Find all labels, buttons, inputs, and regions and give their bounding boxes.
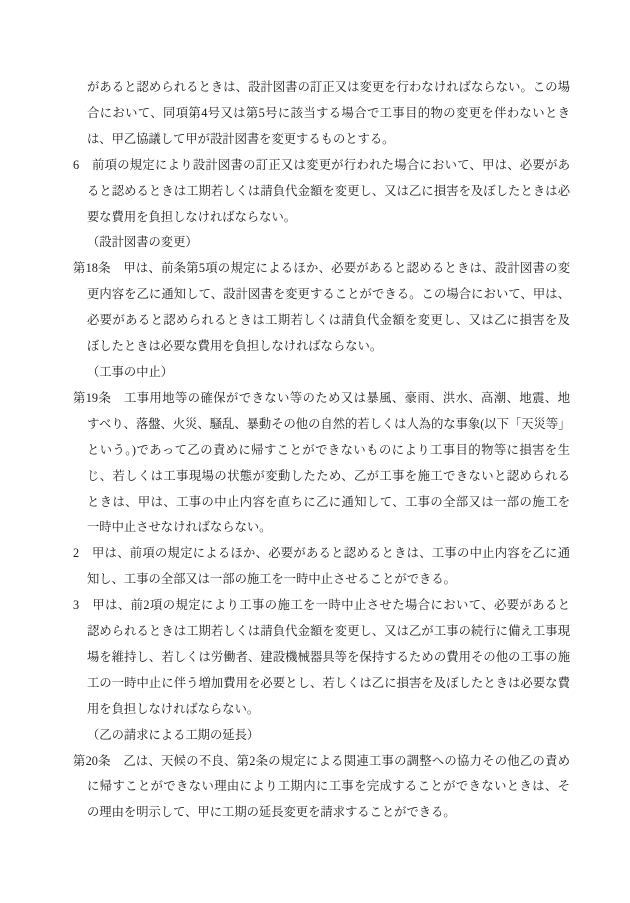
- para-article-19: [73, 386, 570, 541]
- section-heading: （工事の中止）: [87, 364, 174, 379]
- text-line: 合において、同項第4号又は第5号に該当する場合で工事目的物の変更を伴わないとき: [87, 105, 570, 120]
- para-art17-5-continuation: [73, 75, 570, 153]
- text-line: 必要があると認められるときは工期若しくは請負代金額を変更し、又は乙に損害を及: [87, 313, 570, 328]
- text-line: 要な費用を負担しなければならない。: [87, 209, 297, 224]
- text-line: という。)であって乙の責めに帰すことができないものにより工事目的物等に損害を生: [87, 442, 570, 457]
- text-line: 第20条 乙は、天候の不良、第2条の規定による関連工事の調整への協力その他乙の責め: [73, 753, 570, 768]
- text-line: 工の一時中止に伴う増加費用を必要とし、若しくは乙に損害を及ぼしたときは必要な費: [87, 675, 570, 690]
- para-article-18: [73, 256, 570, 360]
- para-art19-item-2: [73, 541, 570, 593]
- text-line: の理由を明示して、甲に工期の延長変更を請求することができる。: [87, 805, 456, 820]
- para-article-20: [73, 749, 570, 827]
- heading-design-document-change: [73, 230, 570, 256]
- text-line: 6 前項の規定により設計図書の訂正又は変更が行われた場合において、甲は、必要があ: [73, 157, 570, 172]
- text-line: 3 甲は、前2項の規定により工事の施工を一時中止させた場合において、必要があると: [73, 598, 570, 613]
- text-line: 知し、工事の全部又は一部の施工を一時中止させることができる。: [87, 572, 456, 587]
- para-art17-item-6: [73, 153, 570, 231]
- heading-period-extension-request: [73, 723, 570, 749]
- text-line: ぼしたときは必要な費用を負担しなければならない。: [87, 339, 383, 354]
- text-line: 第18条 甲は、前条第5項の規定によるほか、必要があると認めるときは、設計図書の変: [73, 261, 570, 276]
- text-line: 一時中止させなければならない。: [87, 520, 272, 535]
- contract-text-column: [73, 75, 570, 826]
- text-line: 場を維持し、若しくは労働者、建設機械器具等を保持するための費用その他の工事の施: [87, 649, 570, 664]
- section-heading: （設計図書の変更）: [87, 235, 198, 250]
- text-line: に帰すことができない理由により工期内に工事を完成することができないときは、そ: [87, 779, 570, 794]
- text-line: すべり、落盤、火災、騒乱、暴動その他の自然的若しくは人為的な事象(以下「天災等」: [87, 416, 571, 431]
- heading-work-suspension: [73, 360, 570, 386]
- text-line: じ、若しくは工事現場の状態が変動したため、乙が工事を施工できないと認められる: [87, 468, 570, 483]
- text-line: があると認められるときは、設計図書の訂正又は変更を行わなければならない。この場: [87, 80, 570, 94]
- text-line: 2 甲は、前項の規定によるほか、必要があると認めるときは、工事の中止内容を乙に通: [73, 546, 570, 561]
- text-line: は、甲乙協議して甲が設計図書を変更するものとする。: [87, 131, 395, 146]
- text-line: 更内容を乙に通知して、設計図書を変更することができる。この場合において、甲は、: [87, 287, 570, 302]
- para-art19-item-3: [73, 593, 570, 723]
- text-line: 用を負担しなければならない。: [87, 701, 260, 716]
- text-line: 第19条 工事用地等の確保ができない等のため又は暴風、豪雨、洪水、高潮、地震、地: [73, 390, 570, 405]
- text-line: 認められるときは工期若しくは請負代金額を変更し、又は乙が工事の続行に備え工事現: [87, 624, 570, 639]
- section-heading: （乙の請求による工期の延長）: [87, 727, 260, 742]
- text-line: ときは、甲は、工事の中止内容を直ちに乙に通知して、工事の全部又は一部の施工を: [87, 494, 570, 509]
- text-line: ると認めるときは工期若しくは請負代金額を変更し、又は乙に損害を及ぼしたときは必: [87, 183, 570, 198]
